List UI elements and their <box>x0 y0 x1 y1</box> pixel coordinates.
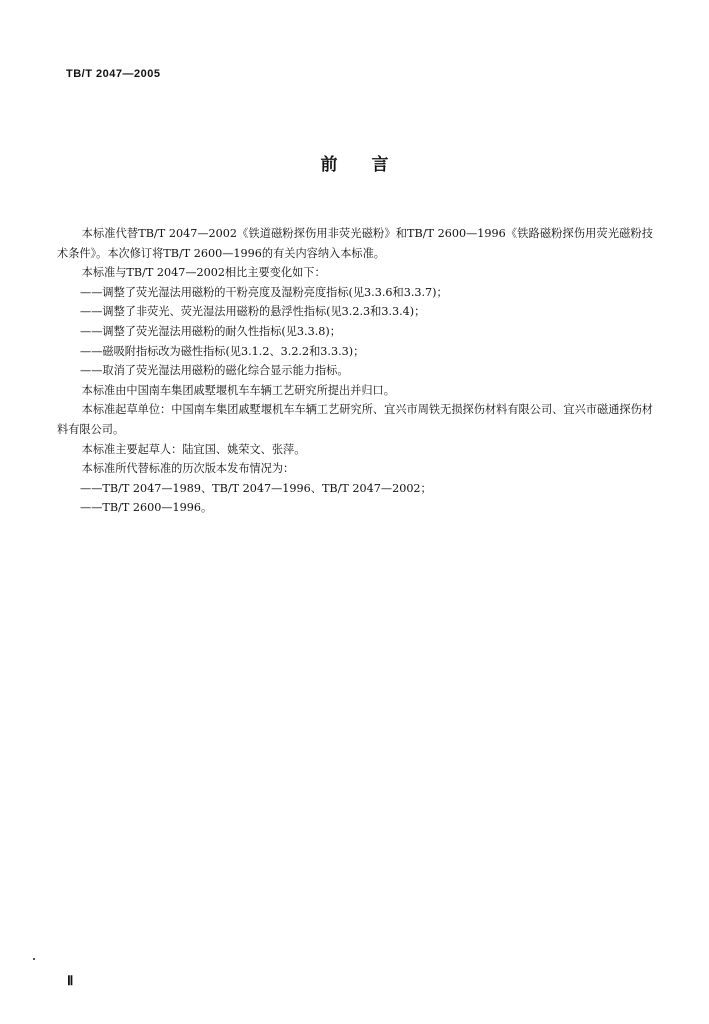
document-body <box>57 224 653 518</box>
change-item: ——调整了荧光湿法用磁粉的干粉亮度及湿粉亮度指标(见3.3.6和3.3.7)； <box>80 285 448 299</box>
paragraph-history-intro: 本标准所代替标准的历次版本发布情况为： <box>81 462 295 476</box>
change-item: ——取消了荧光湿法用磁粉的磁化综合显示能力指标。 <box>80 364 349 378</box>
paragraph-changes-intro: 本标准与TB/T 2047—2002相比主要变化如下： <box>81 266 326 280</box>
paragraph-proposer: 本标准由中国南车集团戚墅堰机车车辆工艺研究所提出并归口。 <box>81 383 395 397</box>
scan-dot <box>33 958 35 960</box>
paragraph-drafting-units: 本标准起草单位：中国南车集团戚墅堰机车车辆工艺研究所、宜兴市周铁无损探伤材料有限公司、宜兴市磁通探伤材料有限公司。 <box>57 403 653 436</box>
page-title: 前言 <box>320 155 423 175</box>
change-item: ——调整了非荧光、荧光湿法用磁粉的悬浮性指标(见3.2.3和3.3.4)； <box>80 305 426 319</box>
paragraph-drafters: 本标准主要起草人：陆宜国、姚荣文、张萍。 <box>81 442 306 456</box>
change-item: ——调整了荧光湿法用磁粉的耐久性指标(见3.3.8)； <box>80 324 341 338</box>
paragraph-replacement: 本标准代替TB/T 2047—2002《铁道磁粉探伤用非荧光磁粉》和TB/T 2600—1996《铁路磁粉探伤用荧光磁粉技术条件》。本次修订将TB/T 2600—1996的有关内容纳入本标准。 <box>57 227 653 260</box>
history-item: ——TB/T 2047—1989、TB/T 2047—1996、TB/T 2047—2002； <box>80 481 432 495</box>
change-item: ——磁吸附指标改为磁性指标(见3.1.2、3.2.2和3.3.3)； <box>80 344 365 358</box>
standard-code-header: TB/T 2047—2005 <box>66 68 161 80</box>
history-item: ——TB/T 2600—1996。 <box>80 501 213 515</box>
page-number: Ⅱ <box>67 973 74 988</box>
